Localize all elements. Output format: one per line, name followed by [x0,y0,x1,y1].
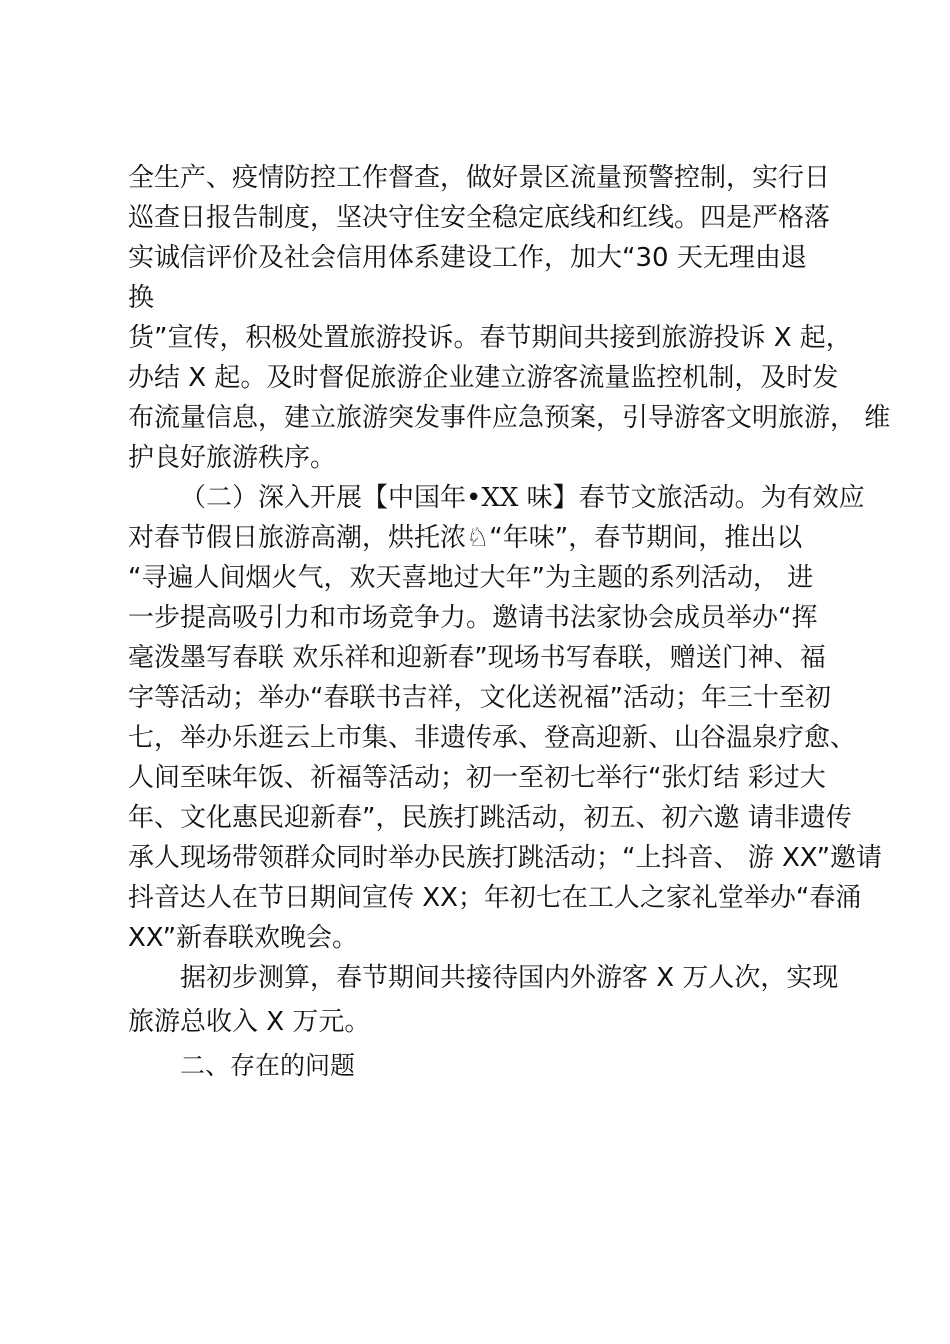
text-line: 一步提高吸引力和市场竞争力。邀请书法家协会成员举办“挥 [128,603,818,633]
text-line: “寻遍人间烟火气，欢天喜地过大年”为主题的系列活动， 进 [128,563,814,593]
text-line: 货”宣传，积极处置旅游投诉。春节期间共接到旅游投诉 X 起， [128,323,852,353]
text-line: 据初步测算，春节期间共接待国内外游客 X 万人次，实现 [180,963,839,993]
text-line: XX”新春联欢晚会。 [128,923,359,953]
text-line: 字等活动；举办“春联书吉祥，文化送祝福”活动；年三十至初 [128,683,831,713]
section-heading-line: （二）深入开展【中国年•XX 味】春节文旅活动。为有效应 [180,483,865,513]
text-line: 毫泼墨写春联 欢乐祥和迎新春”现场书写春联，赠送门神、福 [128,643,826,673]
text-line: 人间至味年饭、祈福等活动；初一至初七举行“张灯结 彩过大 [128,763,826,793]
text-line: 全生产、疫情防控工作督查，做好景区流量预警控制，实行日 [128,163,831,193]
text-line: 巡查日报告制度，坚决守住安全稳定底线和红线。四是严格落 [128,203,831,233]
text-line: 布流量信息，建立旅游突发事件应急预案，引导游客文明旅游， 维 [128,403,891,433]
text-line: 旅游总收入 X 万元。 [128,1007,371,1037]
section-heading: 二、存在的问题 [180,1051,356,1080]
text-line: 换 [128,283,155,313]
text-line: 对春节假日旅游高潮，烘托浓♘“年味”，春节期间，推出以 [128,523,803,553]
text-line: 护良好旅游秩序。 [128,443,337,473]
text-line: 实诚信评价及社会信用体系建设工作，加大“30 天无理由退 [128,243,807,273]
text-line: 年、文化惠民迎新春”，民族打跳活动，初五、初六邀 请非遗传 [128,803,852,833]
text-line: 承人现场带领群众同时举办民族打跳活动；“上抖音、 游 XX”邀请 [128,843,883,873]
text-line: 七，举办乐逛云上市集、非遗传承、登高迎新、山谷温泉疗愈、 [128,723,857,753]
text-line: 办结 X 起。及时督促旅游企业建立游客流量监控机制，及时发 [128,363,839,393]
text-line: 抖音达人在节日期间宣传 XX；年初七在工人之家礼堂举办“春涌 [128,883,862,913]
